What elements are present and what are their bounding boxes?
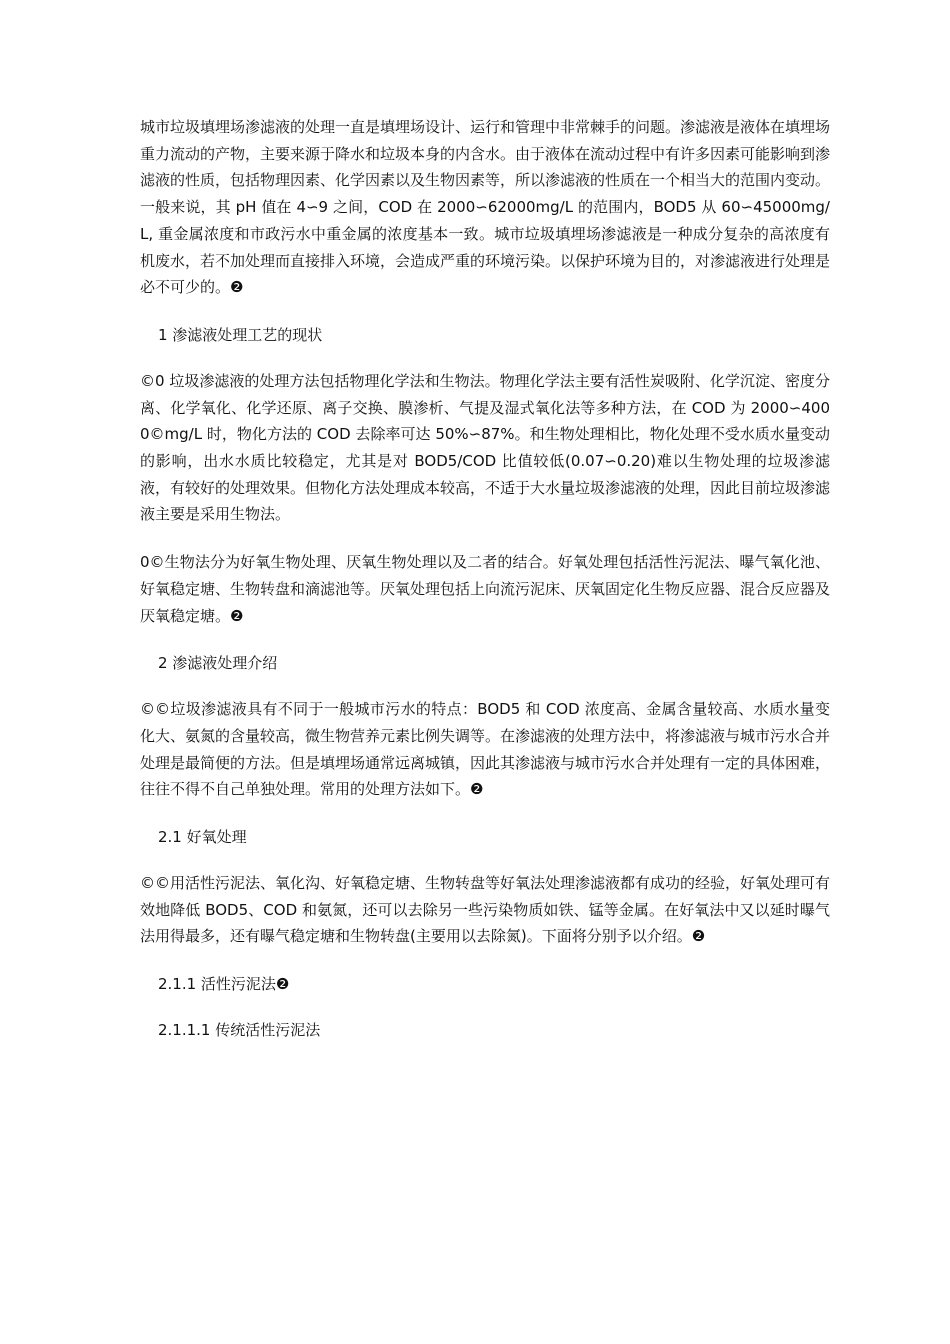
paragraph-leachate-features: ©©垃圾渗滤液具有不同于一般城市污水的特点：BOD5 和 COD 浓度高、金属含量较高、水质水量变化大、氨氮的含量较高，微生物营养元素比例失调等。在渗滤液的处理方法中，将渗滤液与城市污水合并处理是最简便的方法。但是填埋场通常远离城镇，因此其渗滤液与城市污水合并处理有一定的具体困难，往往不得不自己单独处理。常用的处理方法如下。❷	[140, 700, 831, 799]
section-heading-2-1-1: 2.1.1 活性污泥法❷	[158, 975, 290, 994]
section-heading-1: 1 渗滤液处理工艺的现状	[158, 325, 323, 344]
section-heading-2-1-1-1: 2.1.1.1 传统活性污泥法	[158, 1021, 321, 1040]
section-heading-2-1: 2.1 好氧处理	[158, 828, 247, 847]
paragraph-aerobic-treatment: ©©用活性污泥法、氧化沟、好氧稳定塘、生物转盘等好氧法处理渗滤液都有成功的经验，好氧处理可有效地降低 BOD5、COD 和氨氮，还可以去除另一些污染物质如铁、锰等金属。在好氧法中又以延时曝气法用得最多，还有曝气稳定塘和生物转盘(主要用以去除氮)。下面将分别予以介绍。❷	[140, 874, 831, 946]
paragraph-intro: 城市垃圾填埋场渗滤液的处理一直是填埋场设计、运行和管理中非常棘手的问题。渗滤液是液体在填埋场重力流动的产物，主要来源于降水和垃圾本身的内含水。由于液体在流动过程中有许多因素可能影响到渗滤液的性质，包括物理因素、化学因素以及生物因素等，所以渗滤液的性质在一个相当大的范围内变动。一般来说，其 pH 值在 4∽9 之间，COD 在 2000∽62000mg/L 的范围内，BOD5 从 60∽45000mg/L, 重金属浓度和市政污水中重金属的浓度基本一致。城市垃圾填埋场渗滤液是一种成分复杂的高浓度有机废水，若不加处理而直接排入环境，会造成严重的环境污染。以保护环境为目的，对渗滤液进行处理是必不可少的。❷	[140, 118, 831, 297]
section-heading-2: 2 渗滤液处理介绍	[158, 654, 278, 673]
document-page	[140, 114, 830, 1063]
paragraph-physchem-methods: ©0 垃圾渗滤液的处理方法包括物理化学法和生物法。物理化学法主要有活性炭吸附、化学沉淀、密度分离、化学氧化、化学还原、离子交换、膜渗析、气提及湿式氧化法等多种方法，在 COD 为 2000∽4000©mg/L 时，物化方法的 COD 去除率可达 50%∽87%。和生物处理相比，物化处理不受水质水量变动的影响，出水水质比较稳定，尤其是对 BOD5/COD 比值较低(0.07∽0.20)难以生物处理的垃圾渗滤液，有较好的处理效果。但物化方法处理成本较高，不适于大水量垃圾渗滤液的处理，因此目前垃圾渗滤液主要是采用生物法。	[140, 371, 831, 524]
paragraph-biological-methods: 0©生物法分为好氧生物处理、厌氧生物处理以及二者的结合。好氧处理包括活性污泥法、曝气氧化池、好氧稳定塘、生物转盘和滴滤池等。厌氧处理包括上向流污泥床、厌氧固定化生物反应器、混合反应器及厌氧稳定塘。❷	[140, 553, 831, 625]
